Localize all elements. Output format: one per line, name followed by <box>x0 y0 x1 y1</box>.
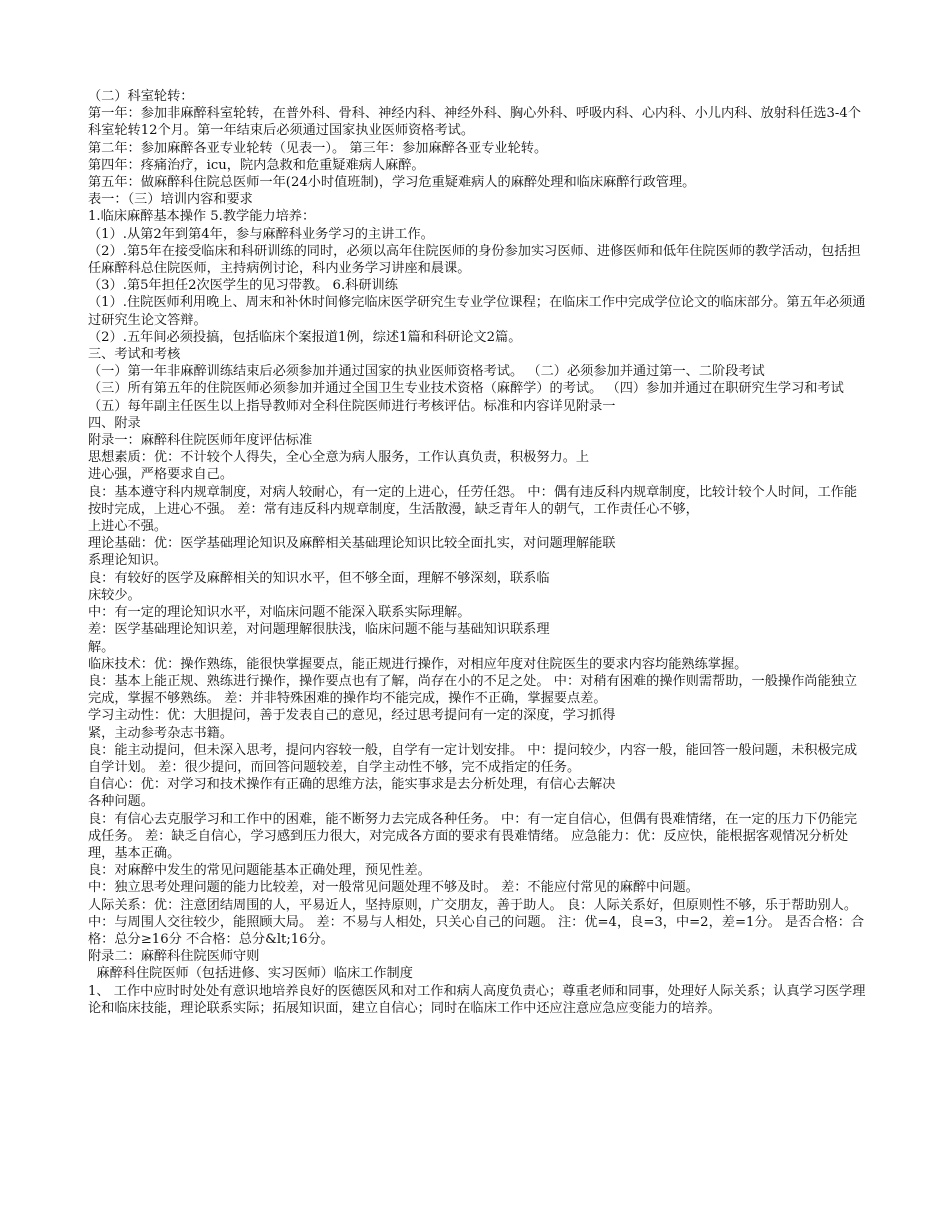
document-line: 四、附录 <box>88 415 141 431</box>
document-line: （2）.五年间必须投搞，包括临床个案报道1例，综述1篇和科研论文2篇。 <box>88 329 522 345</box>
document-line: （1）.从第2年到第4年，参与麻醉科业务学习的主讲工作。 <box>88 226 434 242</box>
document-line: 良：有信心去克服学习和工作中的困难，能不断努力去完成各种任务。 中：有一定自信心，但偶有畏难情绪，在一定的压力下仍能完成任务。 差：缺乏自信心，学习感到压力很大，对完成各方面的要求有畏难情绪。 应急能力：优：反应快，能根据客观情况分析处理，基本正确。 <box>88 811 858 861</box>
document-line: 良：基本遵守科内规章制度，对病人较耐心，有一定的上进心，任劳任怨。 中：偶有违反科内规章制度，比较计较个人时间，工作能按时完成，上进心不强。 差：常有违反科内规章制度，生活散漫，缺乏青年人的朝气，工作责任心不够， <box>88 484 858 517</box>
document-line: 各种问题。 <box>88 794 154 810</box>
document-line: 自信心：优：对学习和技术操作有正确的思维方法，能实事求是去分析处理，有信心去解决 <box>88 777 616 793</box>
document-line: （一）第一年非麻醉训练结束后必须参加并通过国家的执业医师资格考试。 （二）必须参加并通过第一、二阶段考试 <box>88 364 765 380</box>
document-line: 1.临床麻醉基本操作 5.教学能力培养： <box>88 209 316 225</box>
document-line: 理论基础：优：医学基础理论知识及麻醉相关基础理论知识比较全面扎实，对问题理解能联 <box>88 536 616 552</box>
document-line: 1、 工作中应时时处处有意识地培养良好的医德医风和对工作和病人高度负责心；尊重老师和同事，处理好人际关系；认真学习医学理论和临床技能，理论联系实际；拓展知识面，建立自信心；同时在临床工作中还应注意应急应变能力的培养。 <box>88 983 866 1016</box>
document-line: 表一：（三）培训内容和要求 <box>88 192 253 208</box>
document-line: 学习主动性：优：大胆提问，善于发表自己的意见，经过思考提问有一定的深度，学习抓得 <box>88 708 616 724</box>
document-line: 思想素质：优：不计较个人得失，全心全意为病人服务，工作认真负责，积极努力。上 <box>88 450 590 466</box>
document-line: （2）.第5年在接受临床和科研训练的同时，必须以高年住院医师的身份参加实习医师、进修医师和低年住院医师的教学活动，包括担任麻醉科总住院医师，主持病例讨论，科内业务学习讲座和晨课。 <box>88 243 861 277</box>
document-line: 人际关系：优：注意团结周围的人，平易近人，坚持原则，广交朋友，善于助人。 良：人际关系好，但原则性不够，乐于帮助别人。 中：与周围人交往较少，能照顾大局。 差：不易与人相处，只关心自己的问题。 注：优=4，良=3，中=2，差=1分。 是否合格：合格：总分≥16分 不合格：总分&lt;16分。 <box>88 897 865 947</box>
document-line: 上进心不强。 <box>88 519 168 535</box>
document-line: 良：基本上能正规、熟练进行操作，操作要点也有了解，尚存在小的不足之处。 中：对稍有困难的操作则需帮助，一般操作尚能独立完成，掌握不够熟练。 差：并非特殊困难的操作均不能完成，操作不正确，掌握要点差。 <box>88 673 858 707</box>
document-line: 第一年：参加非麻醉科室轮转，在普外科、骨科、神经内科、神经外科、胸心外科、呼吸内科、心内科、小儿内科、放射科任选3-4个科室轮转12个月。第一年结束后必须通过国家执业医师资格考试。 <box>88 106 861 139</box>
document-line: 紧，主动参考杂志书籍。 <box>88 725 234 741</box>
document-line: 第二年：参加麻醉各亚专业轮转（见表一）。 第三年：参加麻醉各亚专业轮转。 <box>88 140 548 156</box>
document-line: 第四年：疼痛治疗，icu，院内急救和危重疑难病人麻醉。 <box>88 157 425 173</box>
document-line: 良：对麻醉中发生的常见问题能基本正确处理，预见性差。 <box>88 863 431 879</box>
document-line: 中：独立思考处理问题的能力比较差，对一般常见问题处理不够及时。 差：不能应付常见的麻醉中问题。 <box>88 880 699 896</box>
document-line: （1）.住院医师利用晚上、周末和补休时间修完临床医学研究生专业学位课程；在临床工作中完成学位论文的临床部分。第五年必须通过研究生论文答辩。 <box>88 295 866 328</box>
document-line: 中：有一定的理论知识水平，对临床问题不能深入联系实际理解。 <box>88 605 471 621</box>
document-line: 麻醉科住院医师（包括进修、实习医师）临床工作制度 <box>88 966 413 982</box>
document-line: 三、考试和考核 <box>88 347 181 363</box>
document-line: 附录一：麻醉科住院医师年度评估标准 <box>88 433 313 449</box>
document-line: 临床技术：优：操作熟练，能很快掌握要点，能正规进行操作，对相应年度对住院医生的要求内容均能熟练掌握。 <box>88 656 748 672</box>
document-line: 第五年：做麻醉科住院总医师一年(24小时值班制)，学习危重疑难病人的麻醉处理和临床麻醉行政管理。 <box>88 175 696 191</box>
document-line: 差：医学基础理论知识差，对问题理解很肤浅，临床问题不能与基础知识联系理 <box>88 622 550 638</box>
document-line: 系理论知识。 <box>88 553 168 569</box>
document-line: （三）所有第五年的住院医师必须参加并通过全国卫生专业技术资格（麻醉学）的考试。 （四）参加并通过在职研究生学习和考试 （五）每年副主任医生以上指导教师对全科住院医师进行考核评估。标准和内容详见附录一 <box>88 381 849 414</box>
document-line: （二）科室轮转： <box>88 89 194 104</box>
document-line: （3）.第5年担任2次医学生的见习带教。 6.科研训练 <box>88 278 398 294</box>
document-body <box>88 88 866 1017</box>
document-line: 良：能主动提问，但未深入思考，提问内容较一般，自学有一定计划安排。 中：提问较少，内容一般，能回答一般问题，未积极完成自学计划。 差：很少提问，而回答问题较差，自学主动性不够，完不成指定的任务。 <box>88 742 858 775</box>
document-line: 附录二：麻醉科住院医师守则 <box>88 949 260 965</box>
document-line: 解。 <box>88 639 115 655</box>
document-line: 床较少。 <box>88 587 141 603</box>
document-line: 良：有较好的医学及麻醉相关的知识水平，但不够全面，理解不够深刻，联系临 <box>88 570 550 586</box>
document-line: 进心强，严格要求自己。 <box>88 467 234 483</box>
